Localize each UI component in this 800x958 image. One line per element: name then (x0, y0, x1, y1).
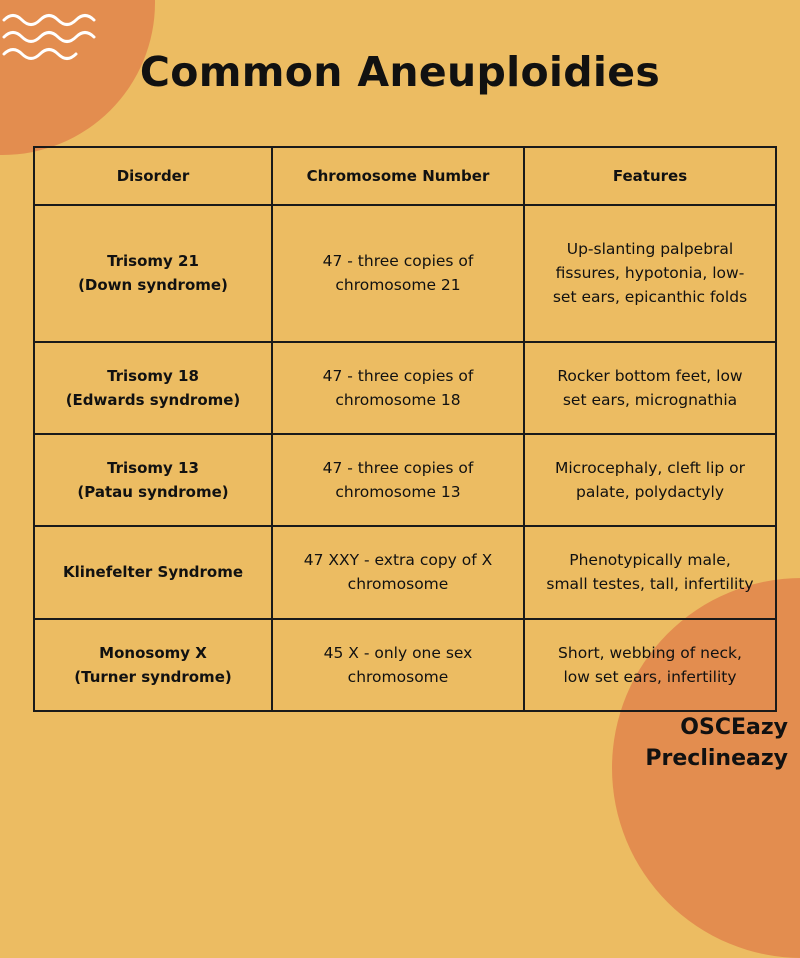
disorder-cell (34, 434, 272, 526)
chromosome-text: 47 XXY - extra copy of X chromosome (303, 551, 493, 594)
brand-line-preclineazy: Preclineazy (645, 746, 788, 771)
table-row (34, 526, 776, 618)
features-cell (524, 342, 776, 434)
features-text: Rocker bottom feet, low set ears, micrognathia (557, 366, 743, 409)
disorder-text: Monosomy X (Turner syndrome) (74, 643, 232, 686)
brand-line-osceazy: OSCEazy (680, 715, 788, 740)
aneuploidies-table (33, 146, 777, 712)
table-row (34, 205, 776, 342)
chromosome-text: 47 - three copies of chromosome 21 (322, 252, 474, 295)
table-row (34, 342, 776, 434)
brand-logo-text (645, 712, 788, 774)
disorder-cell (34, 619, 272, 711)
table-header-row (34, 147, 776, 205)
chromosome-cell (272, 526, 524, 618)
chromosome-text: 45 X - only one sex chromosome (323, 643, 473, 686)
chromosome-text: 47 - three copies of chromosome 18 (322, 366, 474, 409)
disorder-cell (34, 342, 272, 434)
disorder-text: Klinefelter Syndrome (62, 563, 244, 582)
chromosome-cell (272, 205, 524, 342)
table-row (34, 434, 776, 526)
features-text: Short, webbing of neck, low set ears, infertility (558, 643, 742, 686)
disorder-text: Trisomy 21 (Down syndrome) (78, 252, 228, 295)
header-features: Features (524, 147, 776, 205)
features-text: Up-slanting palpebral fissures, hypotonia, low- set ears, epicanthic folds (552, 240, 748, 307)
page-title: Common Aneuploidies (139, 48, 661, 96)
features-cell (524, 205, 776, 342)
chromosome-cell (272, 619, 524, 711)
header-chromosome-number: Chromosome Number (272, 147, 524, 205)
features-text: Phenotypically male, small testes, tall, infertility (546, 551, 754, 594)
features-text: Microcephaly, cleft lip or palate, polydactyly (554, 459, 746, 502)
features-cell (524, 619, 776, 711)
disorder-text: Trisomy 13 (Patau syndrome) (77, 459, 229, 502)
disorder-text: Trisomy 18 (Edwards syndrome) (65, 366, 241, 409)
features-cell (524, 526, 776, 618)
chromosome-cell (272, 342, 524, 434)
header-disorder: Disorder (34, 147, 272, 205)
table-row (34, 619, 776, 711)
chromosome-cell (272, 434, 524, 526)
features-cell (524, 434, 776, 526)
disorder-cell (34, 526, 272, 618)
disorder-cell (34, 205, 272, 342)
chromosome-text: 47 - three copies of chromosome 13 (322, 459, 474, 502)
